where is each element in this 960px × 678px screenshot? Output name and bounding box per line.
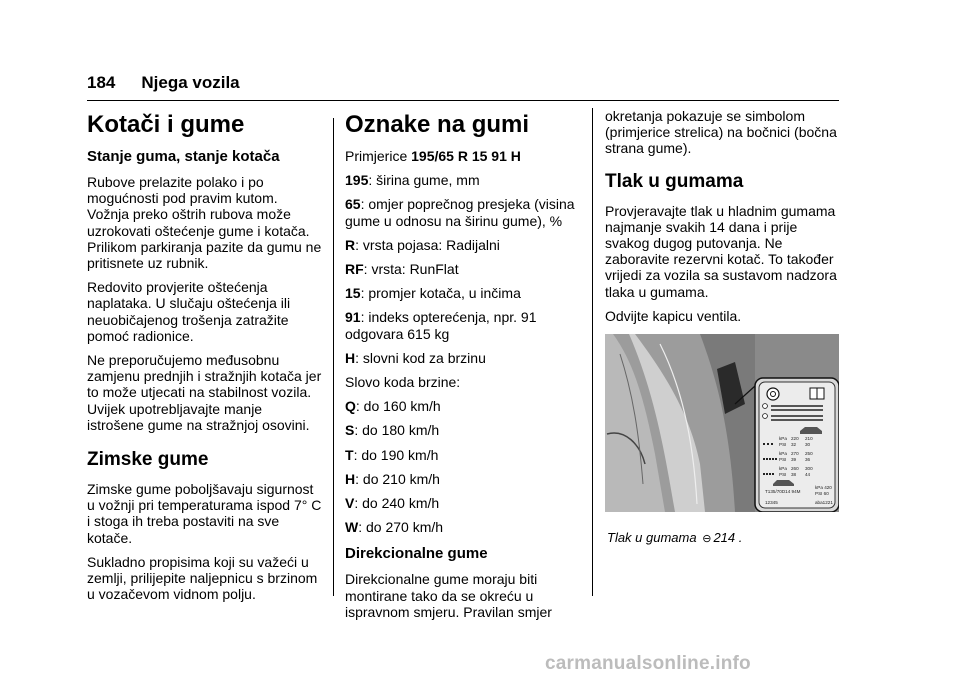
list-item xyxy=(345,172,580,188)
section-title: Kotači i gume xyxy=(87,111,245,138)
item-value: : do 190 km/h xyxy=(353,446,439,463)
label-cell: 270 xyxy=(791,451,799,456)
item-value: : do 270 km/h xyxy=(358,519,444,536)
list-item xyxy=(345,261,580,277)
page-header xyxy=(87,73,240,93)
caption-text: Tlak u gumama xyxy=(607,530,697,545)
section-title: Tlak u gumama xyxy=(605,170,744,192)
paragraph: Sukladno propisima koji su važeći u zemlji, prilijepite naljepnicu s brzinom u vozačevom vidnom polju. xyxy=(87,553,318,603)
item-value: : do 210 km/h xyxy=(355,470,440,487)
label-cell: PSI xyxy=(779,472,787,477)
tire-pressure-label-figure xyxy=(605,334,839,512)
watermark: carmanualsonline.info xyxy=(545,653,751,674)
item-key: W xyxy=(345,519,359,536)
paragraph: Redovito provjerite oštećenja naplataka. U slučaju oštećenja ili neuobičajenog trošenja zatražite pomoć radionice. xyxy=(87,279,291,344)
item-key: R xyxy=(345,236,356,253)
label-cell: 210 xyxy=(805,436,813,441)
label-cell: 44 xyxy=(805,472,811,477)
paragraph: Odvijte kapicu ventila. xyxy=(605,307,742,324)
label-cell: kPa xyxy=(779,436,787,441)
paragraph: okretanja pokazuje se simbolom (primjerice strelica) na bočnici (bočna strana gume). xyxy=(605,108,837,157)
column-divider xyxy=(333,118,334,596)
chapter-title: Njega vozila xyxy=(141,73,240,92)
list-item xyxy=(345,237,580,253)
column-middle xyxy=(345,108,580,628)
label-cell: 36 xyxy=(805,457,811,462)
page-number: 184 xyxy=(87,73,116,92)
speed-item xyxy=(345,422,580,438)
item-value: : slovni kod za brzinu xyxy=(355,349,486,366)
item-value: : do 160 km/h xyxy=(355,398,441,415)
label-cell: 39 xyxy=(791,457,797,462)
speed-item xyxy=(345,447,580,463)
item-key: V xyxy=(345,495,355,512)
speed-item xyxy=(345,519,580,535)
paragraph: Provjeravajte tlak u hladnim gumama najmanje svakih 14 dana i prije svakog dugog putovanja. Ne zaboravite rezervni kotač. To također vrijedi za vozila sa sustavom nadzora tlaka u gumama. xyxy=(605,202,837,300)
item-key: H xyxy=(345,349,356,366)
item-value: : do 180 km/h xyxy=(354,422,440,439)
speed-intro: Slovo koda brzine: xyxy=(345,374,461,391)
item-value: : vrsta pojasa: Radijalni xyxy=(355,236,500,253)
label-cell: 30 xyxy=(805,442,811,447)
figure-caption xyxy=(607,530,742,545)
caption-page-ref[interactable]: 214 . xyxy=(713,530,743,545)
label-cell: 260 xyxy=(791,466,799,471)
speed-item xyxy=(345,398,580,414)
column-divider xyxy=(592,108,593,596)
item-key: 91 xyxy=(345,309,361,326)
subsection-title: Stanje guma, stanje kotača xyxy=(87,148,280,165)
label-cell: PSI xyxy=(779,442,787,447)
column-left xyxy=(87,108,322,610)
paragraph: Zimske gume poboljšavaju sigurnost u vožnji pri temperaturama ispod 7° C i stoga ih treba postaviti na sve kotače. xyxy=(87,481,322,546)
example-code: 195/65 R 15 91 H xyxy=(411,148,521,164)
item-value: : do 240 km/h xyxy=(354,495,440,512)
item-key: RF xyxy=(345,261,364,278)
list-item xyxy=(345,285,580,301)
label-cell: 300 xyxy=(805,466,813,471)
item-value: : omjer poprečnog presjeka (visina gume u odnosu na širinu gume), % xyxy=(345,196,575,229)
speed-item xyxy=(345,471,580,487)
section-title: Zimske gume xyxy=(87,449,209,471)
list-item xyxy=(345,196,580,228)
example-label: Primjerice xyxy=(345,148,412,164)
item-value: : vrsta: RunFlat xyxy=(363,261,459,278)
label-code: aba1221 xyxy=(815,500,833,505)
item-key: 15 xyxy=(345,285,361,302)
paragraph: Rubove prelazite polako i po mogućnosti pod pravim kutom. Vožnja preko oštrih rubova može uzrokovati oštećenje gume i kotača. Prilikom parkiranja pazite da gumu ne pritisnete uz rubnik. xyxy=(87,174,322,272)
item-key: S xyxy=(345,422,355,439)
spare-tire-size: T135/70D14 94M xyxy=(765,489,801,494)
section-title: Oznake na gumi xyxy=(345,111,530,138)
list-item xyxy=(345,350,580,366)
item-value: : promjer kotača, u inčima xyxy=(360,285,521,302)
label-code: 12345 xyxy=(765,500,778,505)
label-cell: 220 xyxy=(791,436,799,441)
tire-icon xyxy=(767,388,779,400)
column-right xyxy=(605,108,845,332)
paragraph: Ne preporučujemo međusobnu zamjenu prednjih i stražnjih kotača jer to može utjecati na stabilnost vozila. Uvijek upotrebljavajte manje istrošene gume na stražnjoj osovini. xyxy=(87,352,322,433)
example-line xyxy=(345,148,580,164)
list-item xyxy=(345,309,580,341)
item-value: : širina gume, mm xyxy=(368,172,480,189)
item-key: H xyxy=(345,470,356,487)
label-cell: 38 xyxy=(791,472,797,477)
label-cell: kPa xyxy=(779,451,787,456)
label-cell: kPa xyxy=(779,466,787,471)
placard xyxy=(755,378,839,512)
speed-item xyxy=(345,495,580,511)
label-cell: 250 xyxy=(805,451,813,456)
paragraph: Direkcionalne gume moraju biti montirane tako da se okreću u ispravnom smjeru. Pravilan smjer xyxy=(345,571,552,620)
item-value: : indeks opterećenja, npr. 91 odgovara 615 kg xyxy=(345,309,537,342)
item-key: 195 xyxy=(345,172,369,189)
label-cell: PSI xyxy=(779,457,787,462)
spare-psi: PSI 60 xyxy=(815,491,829,496)
item-key: 65 xyxy=(345,196,361,213)
subsection-title: Direkcionalne gume xyxy=(345,545,488,563)
item-key: T xyxy=(345,446,354,463)
header-rule xyxy=(87,100,839,101)
label-cell: 32 xyxy=(791,442,797,447)
page-ref-icon: ⊖ xyxy=(702,533,712,545)
item-key: Q xyxy=(345,398,356,415)
spare-kpa: kPa 420 xyxy=(815,485,832,490)
